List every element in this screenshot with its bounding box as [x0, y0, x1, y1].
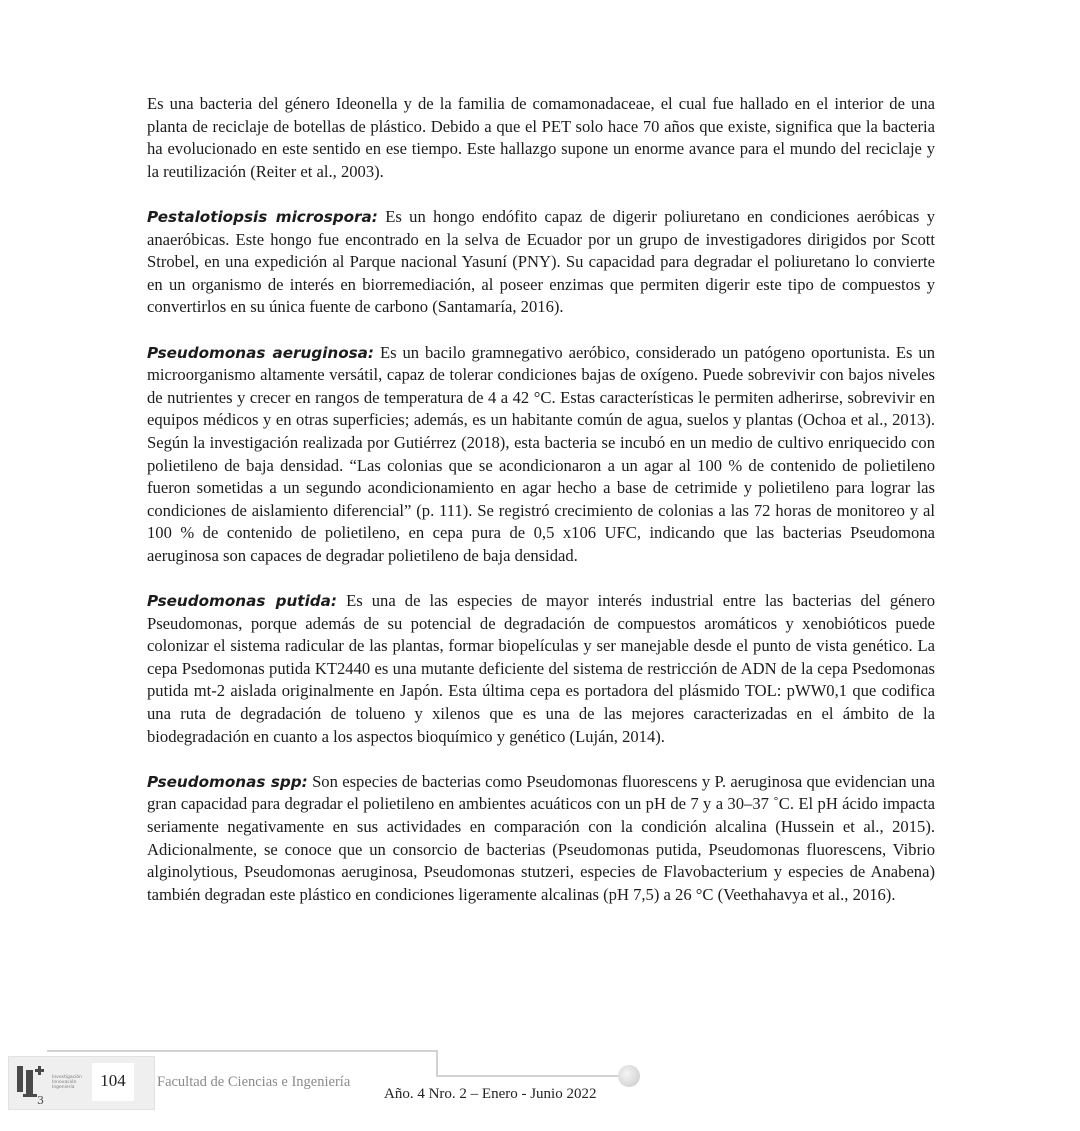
paragraph-text: Es una de las especies de mayor interés industrial entre las bacterias del género Pseudomonas, porque además de su potencial de degradación de compuestos aromáticos y xenobióticos puede colonizar el sistema radicular de las plantas, formar biopelículas y ser manejable desde el punto de vista genético. La cepa Psedomonas putida KT2440 es una mutante deficiente del sistema de restricción de ADN de la cepa Psedomonas putida mt-2 aislada originalmente en Japón. Esta última cepa es portadora del plásmido TOL: pWW0,1 que codifica una ruta de degradación de tolueno y xilenos que es una de las mejores caracterizadas en el ámbito de la biodegradación en cuanto a los aspectos bioquímico y genético (Luján, 2014).: [147, 591, 936, 746]
paragraph-text: Es una bacteria del género Ideonella y de la familia de comamonadaceae, el cual fue hallado en el interior de una planta de reciclaje de botellas de plástico. Debido a que el PET solo hace 70 años que existe, significa que la bacteria ha evolucionado en este sentido en ese tiempo. Este hallazgo supone un enorme avance para el mundo del reciclaje y la reutilización (Reiter et al., 2003).: [147, 94, 935, 181]
footer-rule-right: [436, 1075, 622, 1077]
paragraph-pestalotiopsis: [147, 206, 935, 319]
paragraph-text: Es un bacilo gramnegativo aeróbico, considerado un patógeno oportunista. Es un microorganismo altamente versátil, capaz de tolerar condiciones bajas de oxígeno. Puede sobrevivir con bajos niveles de nutrientes y crecer en rangos de temperatura de 4 a 42 °C. Estas características le permiten adherirse, sobrevivir en equipos médicos y en otras superficies; además, es un habitante común de agua, suelos y plantas (Ochoa et al., 2013). Según la investigación realizada por Gutiérrez (2018), esta bacteria se incubó en un medio de cultivo enriquecido con polietileno de baja densidad. “Las colonias que se acondicionaron a un agar al 100 % de contenido de polietileno fueron sometidas a un segundo acondicionamiento en agar hecho a base de cetrimide y polietileno para lograr las condiciones de aislamiento diferencial” (p. 111). Se registró crecimiento de colonias a las 72 horas de monitoreo y al 100 % de contenido de polietileno, en cepa pura de 0,5 x106 UFC, indicando que las bacterias Pseudomona aeruginosa son capaces de degradar polietileno de baja densidad.: [147, 342, 935, 565]
paragraph-term: Pseudomonas spp:: [147, 772, 308, 791]
page-number: 104: [100, 1071, 126, 1090]
paragraph-ideonella: [147, 93, 935, 183]
paragraph-pseudomonas-putida: [147, 590, 935, 748]
journal-logo-text: Investigación Innovación Ingeniería: [52, 1075, 82, 1090]
svg-text:3: 3: [37, 1094, 44, 1106]
footer-faculty: Facultad de Ciencias e Ingeniería: [157, 1074, 351, 1090]
paragraph-term: Pestalotiopsis microspora:: [147, 207, 378, 226]
footer-rule: [47, 1050, 437, 1052]
footer-dot-ornament: [618, 1065, 640, 1087]
paragraph-text: Son especies de bacterias como Pseudomonas fluorescens y P. aeruginosa que evidencian una gran capacidad para degradar el polietileno en ambientes acuáticos con un pH de 7 y a 30–37 ˚C. El pH ácido impacta seriamente negativamente en sus actividades en comparación con la condición alcalina (Hussein et al., 2015). Adicionalmente, se conoce que un consorcio de bacterias (Pseudomonas putida, Pseudomonas fluorescens, Vibrio alginolytious, Pseudomonas aeruginosa, Pseudomonas stutzeri, especies de Flavobacterium y especies de Anabena) también degradan este plástico en condiciones ligeramente alcalinas (pH 7,5) a 26 °C (Veethahavya et al., 2016).: [147, 771, 935, 904]
article-body: [147, 93, 935, 929]
footer-issue: Año. 4 Nro. 2 – Enero - Junio 2022: [384, 1086, 597, 1102]
paragraph-pseudomonas-aeruginosa: [147, 342, 935, 568]
paragraph-pseudomonas-spp: [147, 771, 935, 907]
paragraph-text: Es un hongo endófito capaz de digerir poliuretano en condiciones aeróbicas y anaeróbicas. Este hongo fue encontrado en la selva de Ecuador por un grupo de investigadores dirigidos por Scott Strobel, en una expedición al Parque nacional Yasuní (PNY). Su capacidad para degradar el poliuretano lo convierte en un organismo de interés en biorremediación, al poseer enzimas que permiten digerir este tipo de compuestos y convertirlos en su única fuente de carbono (Santamaría, 2016).: [147, 206, 936, 317]
footer-rule-step: [436, 1050, 438, 1076]
paragraph-term: Pseudomonas aeruginosa:: [147, 343, 375, 362]
journal-logo-icon: [16, 1060, 50, 1106]
paragraph-term: Pseudomonas putida:: [147, 592, 337, 611]
